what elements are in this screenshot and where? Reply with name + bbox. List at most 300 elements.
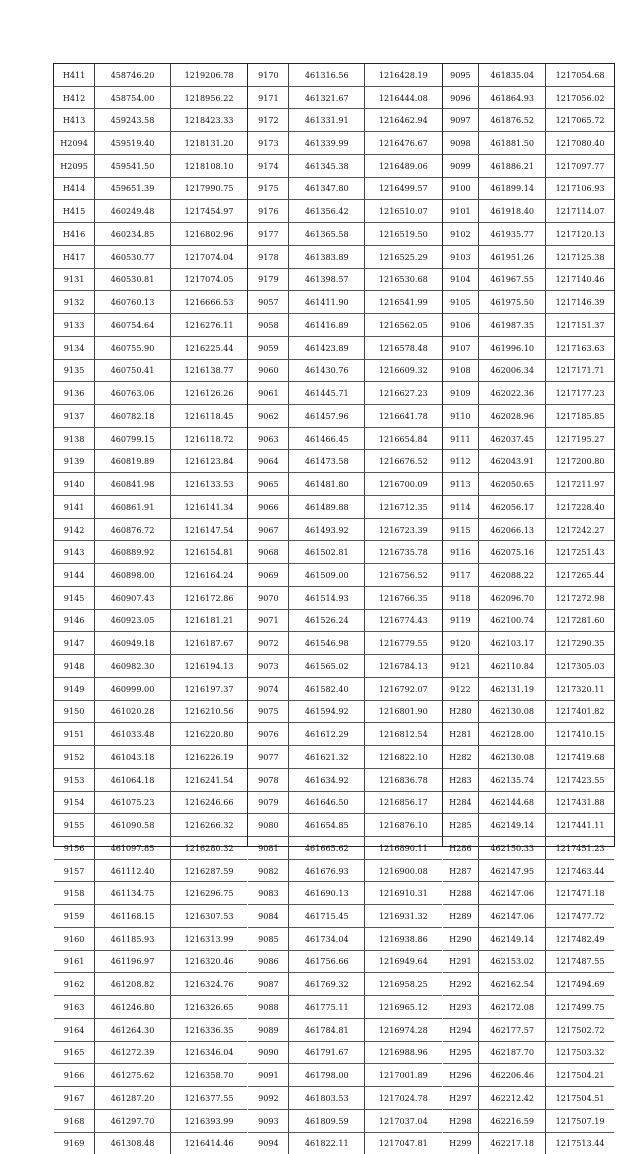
point-id-cell: H2094 xyxy=(54,132,95,155)
table-row xyxy=(443,700,614,723)
point-id-cell: 9107 xyxy=(443,336,479,359)
table-row xyxy=(248,541,441,564)
table-block-1 xyxy=(54,64,248,1149)
y-coordinate-cell: 1217454.97 xyxy=(170,200,247,223)
table-row xyxy=(248,700,441,723)
table-row xyxy=(443,518,614,541)
y-coordinate-cell: 1217242.27 xyxy=(546,518,614,541)
y-coordinate-cell: 1216225.44 xyxy=(170,336,247,359)
point-id-cell: 9163 xyxy=(54,996,95,1019)
table-row xyxy=(248,245,441,268)
table-row xyxy=(54,859,247,882)
point-id-cell: 9099 xyxy=(443,154,479,177)
point-id-cell: 9067 xyxy=(248,518,289,541)
y-coordinate-cell: 1216766.35 xyxy=(365,586,442,609)
y-coordinate-cell: 1217151.37 xyxy=(546,314,614,337)
table-row xyxy=(54,882,247,905)
table-row xyxy=(248,1132,441,1154)
x-coordinate-cell: 461481.80 xyxy=(289,473,365,496)
point-id-cell: 9090 xyxy=(248,1041,289,1064)
y-coordinate-cell: 1216562.05 xyxy=(365,314,442,337)
y-coordinate-cell: 1216700.09 xyxy=(365,473,442,496)
table-row xyxy=(248,768,441,791)
table-row xyxy=(443,473,614,496)
point-id-cell: 9072 xyxy=(248,632,289,655)
x-coordinate-cell: 459651.39 xyxy=(95,177,171,200)
table-row xyxy=(248,677,441,700)
x-coordinate-cell: 461168.15 xyxy=(95,905,171,928)
y-coordinate-cell: 1217146.39 xyxy=(546,291,614,314)
y-coordinate-cell: 1217482.49 xyxy=(546,927,614,950)
y-coordinate-cell: 1216541.99 xyxy=(365,291,442,314)
table-row xyxy=(54,836,247,859)
table-row xyxy=(54,154,247,177)
point-id-cell: 9176 xyxy=(248,200,289,223)
y-coordinate-cell: 1216393.99 xyxy=(170,1109,247,1132)
table-row xyxy=(248,405,441,428)
y-coordinate-cell: 1216654.84 xyxy=(365,427,442,450)
point-id-cell: 9175 xyxy=(248,177,289,200)
x-coordinate-cell: 461514.93 xyxy=(289,586,365,609)
y-coordinate-cell: 1217120.13 xyxy=(546,223,614,246)
point-id-cell: 9145 xyxy=(54,586,95,609)
point-id-cell: 9111 xyxy=(443,427,479,450)
y-coordinate-cell: 1216138.77 xyxy=(170,359,247,382)
y-coordinate-cell: 1217097.77 xyxy=(546,154,614,177)
table-row xyxy=(248,927,441,950)
x-coordinate-cell: 461272.39 xyxy=(95,1041,171,1064)
point-id-cell: 9140 xyxy=(54,473,95,496)
table-row xyxy=(443,64,614,86)
table-row xyxy=(54,1041,247,1064)
x-coordinate-cell: 461918.40 xyxy=(479,200,546,223)
table-row xyxy=(443,541,614,564)
y-coordinate-cell: 1216974.28 xyxy=(365,1018,442,1041)
table-row xyxy=(443,359,614,382)
point-id-cell: 9093 xyxy=(248,1109,289,1132)
table-row xyxy=(443,177,614,200)
y-coordinate-cell: 1216428.19 xyxy=(365,64,442,86)
y-coordinate-cell: 1217074.04 xyxy=(170,245,247,268)
y-coordinate-cell: 1217410.15 xyxy=(546,723,614,746)
point-id-cell: H297 xyxy=(443,1087,479,1110)
x-coordinate-cell: 462206.46 xyxy=(479,1064,546,1087)
point-id-cell: 9161 xyxy=(54,950,95,973)
y-coordinate-cell: 1216627.23 xyxy=(365,382,442,405)
x-coordinate-cell: 461347.80 xyxy=(289,177,365,200)
point-id-cell: 9059 xyxy=(248,336,289,359)
table-row xyxy=(54,64,247,86)
y-coordinate-cell: 1217513.44 xyxy=(555,1138,605,1149)
point-id-cell: 9103 xyxy=(443,245,479,268)
point-id-cell: H287 xyxy=(443,859,479,882)
y-coordinate-cell: 1216779.55 xyxy=(365,632,442,655)
table-row xyxy=(443,154,614,177)
point-id-cell: 9070 xyxy=(248,586,289,609)
point-id-cell: 9174 xyxy=(248,154,289,177)
y-coordinate-cell: 1217056.02 xyxy=(546,86,614,109)
point-id-cell: 9148 xyxy=(54,655,95,678)
point-id-cell: 9133 xyxy=(54,314,95,337)
point-id-cell: H414 xyxy=(54,177,95,200)
x-coordinate-cell: 461975.50 xyxy=(479,291,546,314)
y-coordinate-cell: 1216118.45 xyxy=(170,405,247,428)
y-coordinate-cell: 1216712.35 xyxy=(365,495,442,518)
point-id-cell: 9159 xyxy=(54,905,95,928)
y-coordinate-cell: 1216194.13 xyxy=(170,655,247,678)
table-row xyxy=(443,495,614,518)
x-coordinate-cell: 460799.15 xyxy=(95,427,171,450)
point-id-cell: 9096 xyxy=(443,86,479,109)
y-coordinate-cell: 1217200.80 xyxy=(546,450,614,473)
point-id-cell: 9139 xyxy=(54,450,95,473)
point-id-cell: 9100 xyxy=(443,177,479,200)
table-row xyxy=(54,1064,247,1087)
point-id-cell: 9155 xyxy=(54,814,95,837)
x-coordinate-cell: 461489.88 xyxy=(289,495,365,518)
x-coordinate-cell: 461935.77 xyxy=(479,223,546,246)
x-coordinate-cell: 461493.92 xyxy=(289,518,365,541)
table-row xyxy=(54,86,247,109)
table-row xyxy=(443,791,614,814)
table-row xyxy=(443,950,614,973)
table-row xyxy=(54,1087,247,1110)
x-coordinate-cell: 460760.13 xyxy=(95,291,171,314)
table-row xyxy=(248,1109,441,1132)
x-coordinate-cell: 460750.41 xyxy=(95,359,171,382)
y-coordinate-cell: 1217140.46 xyxy=(546,268,614,291)
table-row xyxy=(54,518,247,541)
x-coordinate-cell: 461502.81 xyxy=(289,541,365,564)
y-coordinate-cell: 1217281.60 xyxy=(546,609,614,632)
coordinate-subtable-1 xyxy=(54,64,247,1154)
point-id-cell: 9153 xyxy=(54,768,95,791)
x-coordinate-cell: 461526.24 xyxy=(289,609,365,632)
y-coordinate-cell: 1216220.80 xyxy=(170,723,247,746)
table-row xyxy=(54,1018,247,1041)
x-coordinate-cell: 461809.59 xyxy=(289,1109,365,1132)
y-coordinate-cell: 1217001.89 xyxy=(365,1064,442,1087)
x-coordinate-cell: 461899.14 xyxy=(479,177,546,200)
table-row xyxy=(248,609,441,632)
y-coordinate-cell: 1216287.59 xyxy=(170,859,247,882)
point-id-cell: 9169 xyxy=(54,1132,95,1154)
table-row xyxy=(443,996,614,1019)
point-id-cell: 9167 xyxy=(54,1087,95,1110)
y-coordinate-cell: 1216641.78 xyxy=(365,405,442,428)
x-coordinate-cell: 459541.50 xyxy=(95,154,171,177)
x-coordinate-cell: 461423.89 xyxy=(289,336,365,359)
point-id-cell: 9152 xyxy=(54,746,95,769)
x-coordinate-cell: 461185.93 xyxy=(95,927,171,950)
point-id-cell: 9156 xyxy=(54,836,95,859)
point-id-cell: 9064 xyxy=(248,450,289,473)
x-coordinate-cell: 461264.30 xyxy=(95,1018,171,1041)
table-row xyxy=(248,382,441,405)
table-row xyxy=(248,836,441,859)
table-row xyxy=(54,291,247,314)
x-coordinate-cell: 462128.00 xyxy=(479,723,546,746)
table-row xyxy=(54,746,247,769)
x-coordinate-cell: 462147.06 xyxy=(479,882,546,905)
x-coordinate-cell: 461430.76 xyxy=(289,359,365,382)
x-coordinate-cell: 461621.32 xyxy=(289,746,365,769)
x-coordinate-cell: 460754.64 xyxy=(95,314,171,337)
y-coordinate-cell: 1217054.68 xyxy=(546,64,614,86)
table-row xyxy=(54,1132,247,1154)
table-row xyxy=(443,1041,614,1064)
y-coordinate-cell: 1216346.04 xyxy=(170,1041,247,1064)
x-coordinate-cell: 458746.20 xyxy=(95,64,171,86)
y-coordinate-cell: 1216756.52 xyxy=(365,564,442,587)
table-row xyxy=(54,245,247,268)
table-row xyxy=(443,859,614,882)
x-coordinate-cell: 461886.21 xyxy=(479,154,546,177)
x-coordinate-cell: 461803.53 xyxy=(289,1087,365,1110)
y-coordinate-cell: 1216949.64 xyxy=(365,950,442,973)
point-id-cell: H417 xyxy=(54,245,95,268)
y-coordinate-cell: 1217477.72 xyxy=(546,905,614,928)
point-id-cell: 9131 xyxy=(54,268,95,291)
x-coordinate-cell: 460861.91 xyxy=(95,495,171,518)
x-coordinate-cell: 462135.74 xyxy=(479,768,546,791)
x-coordinate-cell: 461097.85 xyxy=(95,836,171,859)
y-coordinate-cell: 1216666.53 xyxy=(170,291,247,314)
x-coordinate-cell: 459243.58 xyxy=(95,109,171,132)
x-coordinate-cell: 461775.11 xyxy=(289,996,365,1019)
y-coordinate-cell: 1216792.07 xyxy=(365,677,442,700)
point-id-cell: 9105 xyxy=(443,291,479,314)
y-coordinate-cell: 1217163.63 xyxy=(546,336,614,359)
x-coordinate-cell: 461383.89 xyxy=(289,245,365,268)
y-coordinate-cell: 1216876.10 xyxy=(365,814,442,837)
coordinate-subtable-2 xyxy=(248,64,441,1154)
point-id-cell: 9113 xyxy=(443,473,479,496)
x-coordinate-cell: 461457.96 xyxy=(289,405,365,428)
x-coordinate-cell: 461546.98 xyxy=(289,632,365,655)
table-row xyxy=(248,746,441,769)
y-coordinate-cell: 1216476.67 xyxy=(365,132,442,155)
y-coordinate-cell: 1217114.07 xyxy=(546,200,614,223)
point-id-cell: 9094 xyxy=(248,1132,289,1154)
table-row xyxy=(248,1018,441,1041)
table-row xyxy=(54,723,247,746)
table-row xyxy=(443,905,614,928)
x-coordinate-cell: 460898.00 xyxy=(95,564,171,587)
point-id-cell: 9160 xyxy=(54,927,95,950)
x-coordinate-cell: 462149.14 xyxy=(479,927,546,950)
x-coordinate-cell: 461398.57 xyxy=(289,268,365,291)
table-row xyxy=(54,768,247,791)
table-row xyxy=(443,405,614,428)
y-coordinate-cell: 1217502.72 xyxy=(546,1018,614,1041)
x-coordinate-cell: 461134.75 xyxy=(95,882,171,905)
x-coordinate-cell: 461466.45 xyxy=(289,427,365,450)
x-coordinate-cell: 462022.36 xyxy=(479,382,546,405)
table-row xyxy=(54,655,247,678)
table-row xyxy=(248,655,441,678)
x-coordinate-cell: 462147.06 xyxy=(479,905,546,928)
point-id-cell: 9084 xyxy=(248,905,289,928)
point-id-cell: 9150 xyxy=(54,700,95,723)
point-id-cell: 9083 xyxy=(248,882,289,905)
x-coordinate-cell: 462100.74 xyxy=(479,609,546,632)
y-coordinate-cell: 1216900.08 xyxy=(365,859,442,882)
x-coordinate-cell: 462147.95 xyxy=(479,859,546,882)
y-coordinate-cell: 1216118.72 xyxy=(170,427,247,450)
x-coordinate-cell: 461090.58 xyxy=(95,814,171,837)
point-id-cell: 9132 xyxy=(54,291,95,314)
x-coordinate-cell: 461316.56 xyxy=(289,64,365,86)
table-row xyxy=(443,677,614,700)
y-coordinate-cell: 1216141.34 xyxy=(170,495,247,518)
y-coordinate-cell: 1217507.19 xyxy=(546,1109,614,1132)
point-id-cell: 9079 xyxy=(248,791,289,814)
y-coordinate-cell: 1217423.55 xyxy=(546,768,614,791)
y-coordinate-cell: 1217504.51 xyxy=(546,1087,614,1110)
y-coordinate-cell: 1216489.06 xyxy=(365,154,442,177)
table-row xyxy=(443,564,614,587)
table-row xyxy=(54,132,247,155)
x-coordinate-cell: 461033.48 xyxy=(95,723,171,746)
x-coordinate-cell: 462130.08 xyxy=(479,700,546,723)
table-row xyxy=(443,609,614,632)
y-coordinate-cell: 1216133.53 xyxy=(170,473,247,496)
table-row xyxy=(54,586,247,609)
x-coordinate-cell: 461654.85 xyxy=(289,814,365,837)
x-coordinate-cell: 460763.06 xyxy=(95,382,171,405)
x-coordinate-cell: 461756.66 xyxy=(289,950,365,973)
y-coordinate-cell: 1217419.68 xyxy=(546,746,614,769)
point-id-cell: 9108 xyxy=(443,359,479,382)
y-coordinate-cell: 1216530.68 xyxy=(365,268,442,291)
x-coordinate-cell: 461297.70 xyxy=(95,1109,171,1132)
x-coordinate-cell: 461582.40 xyxy=(289,677,365,700)
x-coordinate-cell: 462149.14 xyxy=(479,814,546,837)
y-coordinate-cell: 1217431.88 xyxy=(546,791,614,814)
x-coordinate-cell: 460923.05 xyxy=(95,609,171,632)
y-coordinate-cell: 1218956.22 xyxy=(170,86,247,109)
point-id-cell: 9172 xyxy=(248,109,289,132)
y-coordinate-cell: 1217503.32 xyxy=(546,1041,614,1064)
y-coordinate-cell: 1217451.23 xyxy=(546,836,614,859)
table-row xyxy=(248,1064,441,1087)
point-id-cell: 9149 xyxy=(54,677,95,700)
point-id-cell: H292 xyxy=(443,973,479,996)
y-coordinate-cell: 1217125.38 xyxy=(546,245,614,268)
x-coordinate-cell: 460782.18 xyxy=(95,405,171,428)
table-row xyxy=(54,677,247,700)
x-coordinate-cell: 460234.85 xyxy=(95,223,171,246)
y-coordinate-cell: 1216519.50 xyxy=(365,223,442,246)
x-coordinate-cell: 461064.18 xyxy=(95,768,171,791)
x-coordinate-cell: 461791.67 xyxy=(289,1041,365,1064)
y-coordinate-cell: 1216187.67 xyxy=(170,632,247,655)
y-coordinate-cell: 1216276.11 xyxy=(170,314,247,337)
table-row xyxy=(248,473,441,496)
x-coordinate-cell: 462056.17 xyxy=(479,495,546,518)
y-coordinate-cell: 1217290.35 xyxy=(546,632,614,655)
table-row xyxy=(443,1087,614,1110)
x-coordinate-cell: 462037.45 xyxy=(479,427,546,450)
x-coordinate-cell: 460949.18 xyxy=(95,632,171,655)
y-coordinate-cell: 1217990.75 xyxy=(170,177,247,200)
point-id-cell: H285 xyxy=(443,814,479,837)
y-coordinate-cell: 1216965.12 xyxy=(365,996,442,1019)
x-coordinate-cell: 461321.67 xyxy=(289,86,365,109)
point-id-cell: H286 xyxy=(443,836,479,859)
point-id-cell: 9106 xyxy=(443,314,479,337)
y-coordinate-cell: 1216723.39 xyxy=(365,518,442,541)
table-row xyxy=(443,86,614,109)
x-coordinate-cell: 462131.19 xyxy=(479,677,546,700)
point-id-cell: 9077 xyxy=(248,746,289,769)
point-id-cell: H281 xyxy=(443,723,479,746)
table-row xyxy=(443,132,614,155)
y-coordinate-cell: 1216181.21 xyxy=(170,609,247,632)
table-row xyxy=(54,382,247,405)
point-id-cell: 9177 xyxy=(248,223,289,246)
x-coordinate-cell: 461676.93 xyxy=(289,859,365,882)
x-coordinate-cell: 461769.32 xyxy=(289,973,365,996)
x-coordinate-cell: 461020.28 xyxy=(95,700,171,723)
point-id-cell: 9116 xyxy=(443,541,479,564)
point-id-cell: H283 xyxy=(443,768,479,791)
table-row xyxy=(248,336,441,359)
point-id-cell: 9068 xyxy=(248,541,289,564)
table-row xyxy=(54,405,247,428)
x-coordinate-cell: 460819.89 xyxy=(95,450,171,473)
x-coordinate-cell: 459519.40 xyxy=(95,132,171,155)
y-coordinate-cell: 1216414.46 xyxy=(184,1138,234,1149)
y-coordinate-cell: 1216444.08 xyxy=(365,86,442,109)
x-coordinate-cell: 461798.00 xyxy=(289,1064,365,1087)
point-id-cell: 9151 xyxy=(54,723,95,746)
x-coordinate-cell: 460530.77 xyxy=(95,245,171,268)
point-id-cell: 9086 xyxy=(248,950,289,973)
table-block-3 xyxy=(443,64,614,1149)
point-id-cell: 9138 xyxy=(54,427,95,450)
y-coordinate-cell: 1217024.78 xyxy=(365,1087,442,1110)
x-coordinate-cell: 462217.18 xyxy=(479,1132,546,1154)
x-coordinate-cell: 462130.08 xyxy=(479,746,546,769)
table-row xyxy=(248,814,441,837)
table-row xyxy=(248,632,441,655)
y-coordinate-cell: 1217106.93 xyxy=(546,177,614,200)
table-row xyxy=(54,200,247,223)
x-coordinate-cell: 460982.30 xyxy=(95,655,171,678)
point-id-cell: 9122 xyxy=(443,677,479,700)
point-id-cell: 9166 xyxy=(54,1064,95,1087)
table-row xyxy=(443,314,614,337)
x-coordinate-cell: 461646.50 xyxy=(289,791,365,814)
point-id-cell: 9104 xyxy=(443,268,479,291)
y-coordinate-cell: 1216676.52 xyxy=(365,450,442,473)
y-coordinate-cell: 1217305.03 xyxy=(546,655,614,678)
x-coordinate-cell: 461473.58 xyxy=(289,450,365,473)
point-id-cell: 9082 xyxy=(248,859,289,882)
x-coordinate-cell: 461951.26 xyxy=(479,245,546,268)
table-row xyxy=(54,495,247,518)
x-coordinate-cell: 462177.57 xyxy=(479,1018,546,1041)
table-row xyxy=(443,814,614,837)
y-coordinate-cell: 1217047.81 xyxy=(378,1138,428,1149)
y-coordinate-cell: 1217265.44 xyxy=(546,564,614,587)
x-coordinate-cell: 461411.90 xyxy=(289,291,365,314)
point-id-cell: 9179 xyxy=(248,268,289,291)
x-coordinate-cell: 460841.98 xyxy=(95,473,171,496)
point-id-cell: 9061 xyxy=(248,382,289,405)
